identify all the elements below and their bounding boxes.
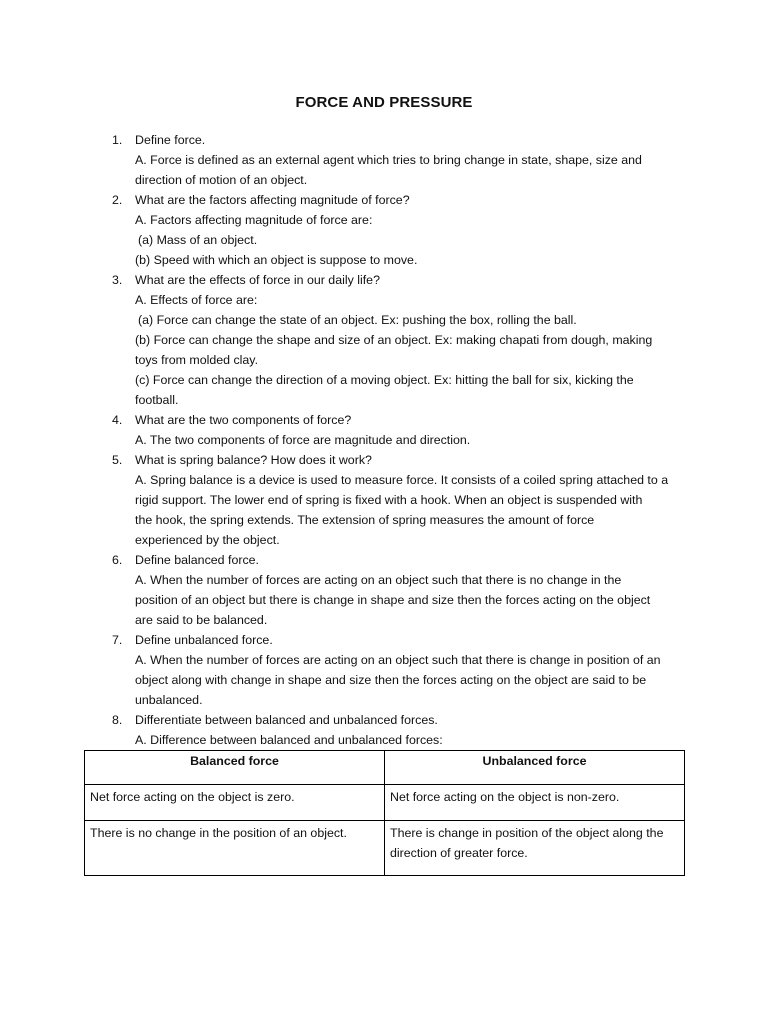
answer-line: A. Spring balance is a device is used to measure force. It consists of a coiled spring attached to a xyxy=(135,473,669,487)
table-row xyxy=(85,821,685,876)
question-number: 7. xyxy=(112,633,123,647)
page-title: FORCE AND PRESSURE xyxy=(295,94,473,111)
answer-line: (b) Speed with which an object is suppose to move. xyxy=(135,253,418,267)
question-list xyxy=(0,130,680,750)
answer-line: the hook, the spring extends. The extension of spring measures the amount of force xyxy=(135,513,595,527)
table-cell: Net force acting on the object is zero. xyxy=(85,785,385,821)
table-row xyxy=(85,785,685,821)
answer-line: are said to be balanced. xyxy=(135,613,268,627)
question-text: Define force. xyxy=(135,133,206,147)
question-number: 6. xyxy=(112,553,123,567)
question-number: 3. xyxy=(112,273,123,287)
answer-line: direction of motion of an object. xyxy=(135,173,308,187)
answer-line: (a) Force can change the state of an object. Ex: pushing the box, rolling the ball. xyxy=(138,313,577,327)
question-text: Define balanced force. xyxy=(135,553,259,567)
question-text: Define unbalanced force. xyxy=(135,633,273,647)
answer-line: unbalanced. xyxy=(135,693,203,707)
answer-line: A. Force is defined as an external agent which tries to bring change in state, shape, size and xyxy=(135,153,642,167)
question-number: 8. xyxy=(112,713,123,727)
answer-line: A. Factors affecting magnitude of force are: xyxy=(135,213,373,227)
answer-line: A. Effects of force are: xyxy=(135,293,258,307)
question-text: What is spring balance? How does it work? xyxy=(135,453,372,467)
answer-line: A. When the number of forces are acting on an object such that there is change in position of an xyxy=(135,653,661,667)
question-text: What are the two components of force? xyxy=(135,413,352,427)
answer-line: A. When the number of forces are acting on an object such that there is no change in the xyxy=(135,573,622,587)
answer-line: (b) Force can change the shape and size of an object. Ex: making chapati from dough, making xyxy=(135,333,653,347)
question-number: 1. xyxy=(112,133,123,147)
question-item xyxy=(0,190,680,270)
answer-line: position of an object but there is change in shape and size then the forces acting on the object xyxy=(135,593,651,607)
answer-line: A. Difference between balanced and unbalanced forces: xyxy=(135,733,443,747)
question-item xyxy=(0,450,680,550)
question-text: What are the effects of force in our daily life? xyxy=(135,273,380,287)
table-cell: There is no change in the position of an object. xyxy=(85,821,385,876)
question-text: What are the factors affecting magnitude of force? xyxy=(135,193,410,207)
answer-line: experienced by the object. xyxy=(135,533,280,547)
question-item xyxy=(0,130,680,190)
question-item xyxy=(0,710,680,750)
answer-line: toys from molded clay. xyxy=(135,353,259,367)
question-item xyxy=(0,550,680,630)
answer-line: object along with change in shape and size then the forces acting on the object are said to be xyxy=(135,673,647,687)
table-cell: Net force acting on the object is non-zero. xyxy=(385,785,685,821)
table-header-balanced: Balanced force xyxy=(85,751,385,785)
answer-line: rigid support. The lower end of spring is fixed with a hook. When an object is suspended with xyxy=(135,493,643,507)
answer-line: (a) Mass of an object. xyxy=(138,233,258,247)
question-text: Differentiate between balanced and unbalanced forces. xyxy=(135,713,438,727)
answer-line: A. The two components of force are magnitude and direction. xyxy=(135,433,471,447)
answer-line: (c) Force can change the direction of a moving object. Ex: hitting the ball for six, kicking the xyxy=(135,373,634,387)
question-item xyxy=(0,630,680,710)
table-header-row xyxy=(85,751,685,785)
answer-line: football. xyxy=(135,393,179,407)
question-number: 2. xyxy=(112,193,123,207)
question-number: 5. xyxy=(112,453,123,467)
question-item xyxy=(0,410,680,450)
comparison-table xyxy=(84,750,685,876)
table-header-unbalanced: Unbalanced force xyxy=(385,751,685,785)
question-number: 4. xyxy=(112,413,123,427)
table-cell: There is change in position of the object along the direction of greater force. xyxy=(385,821,685,876)
question-item xyxy=(0,270,680,410)
